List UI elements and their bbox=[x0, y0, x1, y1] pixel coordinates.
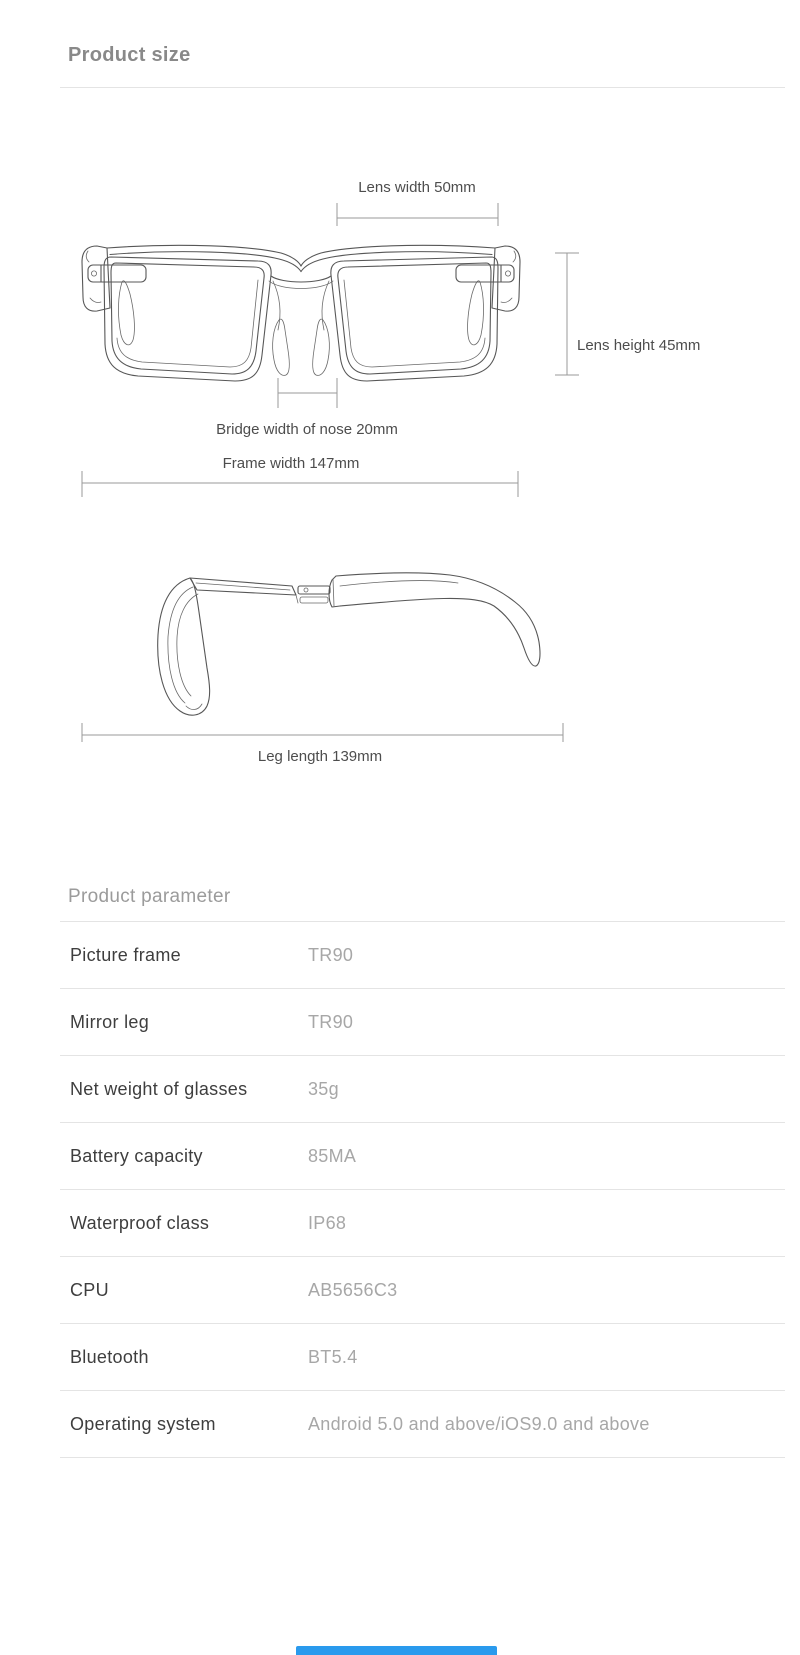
row-value: 35g bbox=[308, 1078, 339, 1099]
row-value: TR90 bbox=[308, 944, 354, 965]
table-row-picture-frame bbox=[60, 922, 785, 989]
row-label: CPU bbox=[70, 1279, 109, 1300]
row-label: Picture frame bbox=[70, 944, 181, 965]
table-row-bluetooth bbox=[60, 1324, 785, 1391]
row-label: Bluetooth bbox=[70, 1346, 149, 1367]
page-title: Product size bbox=[68, 44, 191, 66]
glasses-size-diagram bbox=[0, 150, 800, 780]
table-row-mirror-leg bbox=[60, 989, 785, 1056]
row-value: BT5.4 bbox=[308, 1346, 358, 1367]
dimension-label-leg-length: Leg length 139mm bbox=[257, 748, 383, 765]
row-label: Net weight of glasses bbox=[70, 1078, 248, 1099]
bottom-accent-bar bbox=[296, 1646, 497, 1655]
dimension-label-lens-width: Lens width 50mm bbox=[358, 179, 476, 196]
row-value: AB5656C3 bbox=[308, 1279, 398, 1300]
dimension-label-lens-height: Lens height 45mm bbox=[577, 337, 701, 354]
row-label: Operating system bbox=[70, 1413, 216, 1434]
row-label: Mirror leg bbox=[70, 1011, 150, 1032]
row-value: 85MA bbox=[308, 1145, 357, 1166]
dimension-lines bbox=[82, 203, 579, 742]
dimension-label-frame-width: Frame width 147mm bbox=[222, 455, 360, 472]
dimension-label-bridge-width: Bridge width of nose 20mm bbox=[216, 421, 398, 438]
table-row-waterproof-class bbox=[60, 1190, 785, 1257]
glasses-front-view-drawing bbox=[82, 245, 520, 381]
table-row-operating-system bbox=[60, 1391, 785, 1458]
table-row-battery-capacity bbox=[60, 1123, 785, 1190]
row-value: Android 5.0 and above/iOS9.0 and above bbox=[308, 1413, 650, 1434]
table-row-net-weight bbox=[60, 1056, 785, 1123]
parameter-section-title: Product parameter bbox=[68, 886, 231, 907]
table-row-cpu bbox=[60, 1257, 785, 1324]
row-label: Battery capacity bbox=[70, 1145, 203, 1166]
row-label: Waterproof class bbox=[70, 1212, 210, 1233]
parameter-table bbox=[60, 921, 785, 1458]
glasses-side-view-drawing bbox=[158, 573, 540, 715]
divider bbox=[60, 87, 785, 88]
row-value: IP68 bbox=[308, 1212, 347, 1233]
row-value: TR90 bbox=[308, 1011, 354, 1032]
